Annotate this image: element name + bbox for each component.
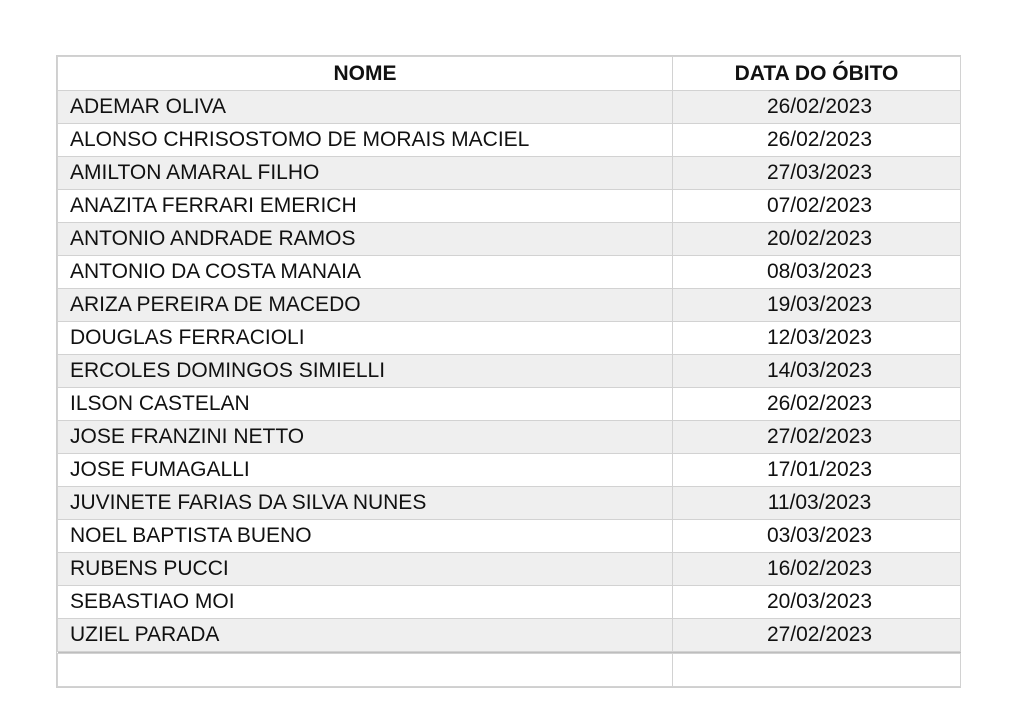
cell-date: 14/03/2023	[673, 355, 961, 388]
table-row	[58, 586, 961, 619]
cell-date: 16/02/2023	[673, 553, 961, 586]
cell-date: 08/03/2023	[673, 256, 961, 289]
table-row	[58, 91, 961, 124]
cell-name: ADEMAR OLIVA	[58, 91, 673, 124]
table-row	[58, 553, 961, 586]
cell-name: DOUGLAS FERRACIOLI	[58, 322, 673, 355]
table-row	[58, 520, 961, 553]
cell-name: ANTONIO DA COSTA MANAIA	[58, 256, 673, 289]
cell-name: RUBENS PUCCI	[58, 553, 673, 586]
cell-date: 11/03/2023	[673, 487, 961, 520]
cell-date: 12/03/2023	[673, 322, 961, 355]
table-row	[58, 322, 961, 355]
cell-date: 17/01/2023	[673, 454, 961, 487]
cell-name: ANTONIO ANDRADE RAMOS	[58, 223, 673, 256]
table-row	[58, 421, 961, 454]
cell-date: 27/02/2023	[673, 421, 961, 454]
cell-name: SEBASTIAO MOI	[58, 586, 673, 619]
cell-name: AMILTON AMARAL FILHO	[58, 157, 673, 190]
cell-name: JOSE FUMAGALLI	[58, 454, 673, 487]
table-row	[58, 157, 961, 190]
cell-name: ILSON CASTELAN	[58, 388, 673, 421]
column-header-date: DATA DO ÓBITO	[673, 57, 961, 91]
cell-date: 20/03/2023	[673, 586, 961, 619]
cell-name: NOEL BAPTISTA BUENO	[58, 520, 673, 553]
cell-name: JUVINETE FARIAS DA SILVA NUNES	[58, 487, 673, 520]
cell-date: 03/03/2023	[673, 520, 961, 553]
table-row	[58, 388, 961, 421]
table-row	[58, 124, 961, 157]
cell-date: 26/02/2023	[673, 91, 961, 124]
cell-date: 20/02/2023	[673, 223, 961, 256]
cell-date: 26/02/2023	[673, 124, 961, 157]
cell-date: 19/03/2023	[673, 289, 961, 322]
table-row	[58, 454, 961, 487]
cell-name: ERCOLES DOMINGOS SIMIELLI	[58, 355, 673, 388]
table-row-empty	[58, 654, 961, 687]
cell-name: ALONSO CHRISOSTOMO DE MORAIS MACIEL	[58, 124, 673, 157]
cell-date: 07/02/2023	[673, 190, 961, 223]
cell-date: 27/03/2023	[673, 157, 961, 190]
deaths-table-grid	[57, 56, 961, 687]
cell-name: ARIZA PEREIRA DE MACEDO	[58, 289, 673, 322]
cell-date: 26/02/2023	[673, 388, 961, 421]
table-row	[58, 355, 961, 388]
table-row	[58, 190, 961, 223]
table-row	[58, 223, 961, 256]
cell-empty	[673, 654, 961, 687]
table-row	[58, 487, 961, 520]
cell-empty	[58, 654, 673, 687]
cell-name: UZIEL PARADA	[58, 619, 673, 652]
table-row	[58, 256, 961, 289]
column-header-name: NOME	[58, 57, 673, 91]
table-row	[58, 289, 961, 322]
table-row	[58, 619, 961, 652]
table-header-row	[58, 57, 961, 91]
cell-name: JOSE FRANZINI NETTO	[58, 421, 673, 454]
cell-name: ANAZITA FERRARI EMERICH	[58, 190, 673, 223]
cell-date: 27/02/2023	[673, 619, 961, 652]
deaths-table	[56, 55, 961, 688]
